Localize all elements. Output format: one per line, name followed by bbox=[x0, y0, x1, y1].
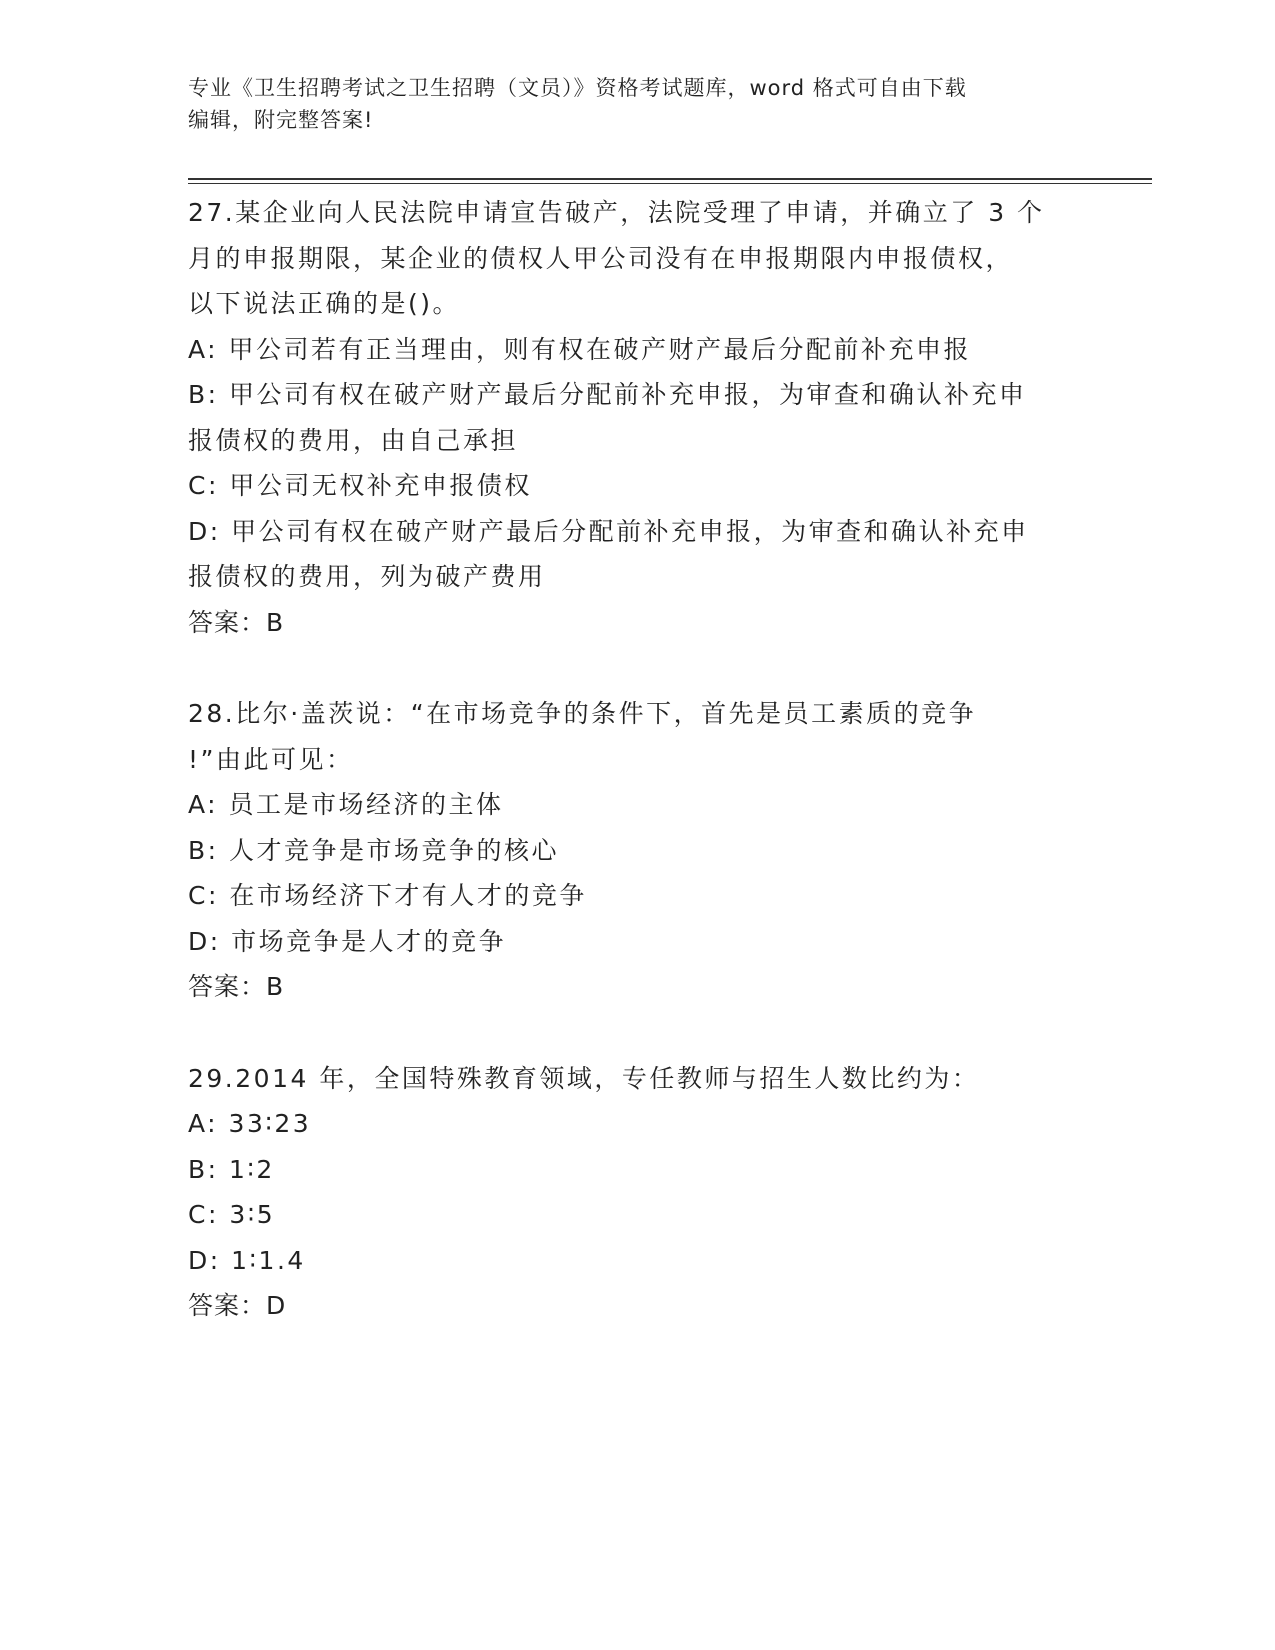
option-c: C: 3∶5 bbox=[188, 1200, 276, 1229]
option-b: B: 甲公司有权在破产财产最后分配前补充申报，为审查和确认补充申 bbox=[188, 380, 1027, 409]
option-d: D: 1∶1.4 bbox=[188, 1245, 306, 1275]
question-stem-line: 29.2014 年，全国特殊教育领域，专任教师与招生人数比约为： bbox=[188, 1063, 980, 1093]
header-divider-thin bbox=[188, 183, 1152, 184]
option-d-continued: 报债权的费用，列为破产费用 bbox=[188, 562, 546, 591]
option-a: A: 员工是市场经济的主体 bbox=[188, 790, 504, 819]
answer-label: 答案：B bbox=[188, 607, 285, 637]
option-a: A: 33∶23 bbox=[188, 1109, 312, 1138]
option-d: D: 市场竞争是人才的竞争 bbox=[188, 926, 507, 956]
question-stem-line: 以下说法正确的是()。 bbox=[188, 289, 461, 318]
question-stem-line: 月的申报期限，某企业的债权人甲公司没有在申报期限内申报债权， bbox=[188, 243, 1014, 273]
answer-label: 答案：D bbox=[188, 1291, 287, 1320]
option-c: C: 在市场经济下才有人才的竞争 bbox=[188, 881, 587, 910]
document-header bbox=[188, 72, 1088, 136]
question-stem-line: 28.比尔·盖茨说：“在市场竞争的条件下，首先是员工素质的竞争 bbox=[188, 699, 977, 728]
question-28 bbox=[188, 691, 1088, 1010]
question-29 bbox=[188, 1056, 1088, 1329]
option-a: A: 甲公司若有正当理由，则有权在破产财产最后分配前补充申报 bbox=[188, 334, 972, 364]
option-b: B: 人才竞争是市场竞争的核心 bbox=[188, 835, 560, 865]
question-stem-line: 27.某企业向人民法院申请宣告破产，法院受理了申请，并确立了 3 个 bbox=[188, 198, 1045, 227]
header-line-1: 专业《卫生招聘考试之卫生招聘（文员）》资格考试题库，word 格式可自由下载 bbox=[188, 76, 967, 100]
option-d: D: 甲公司有权在破产财产最后分配前补充申报，为审查和确认补充申 bbox=[188, 516, 1029, 546]
option-b-continued: 报债权的费用，由自己承担 bbox=[188, 425, 519, 455]
question-stem-line: !”由此可见： bbox=[188, 744, 354, 774]
answer-label: 答案：B bbox=[188, 972, 285, 1001]
header-line-2: 编辑，附完整答案! bbox=[188, 108, 374, 132]
header-divider-thick bbox=[188, 178, 1152, 180]
question-list bbox=[188, 190, 1088, 1375]
option-b: B: 1∶2 bbox=[188, 1154, 275, 1184]
question-27 bbox=[188, 190, 1088, 645]
option-c: C: 甲公司无权补充申报债权 bbox=[188, 471, 532, 500]
